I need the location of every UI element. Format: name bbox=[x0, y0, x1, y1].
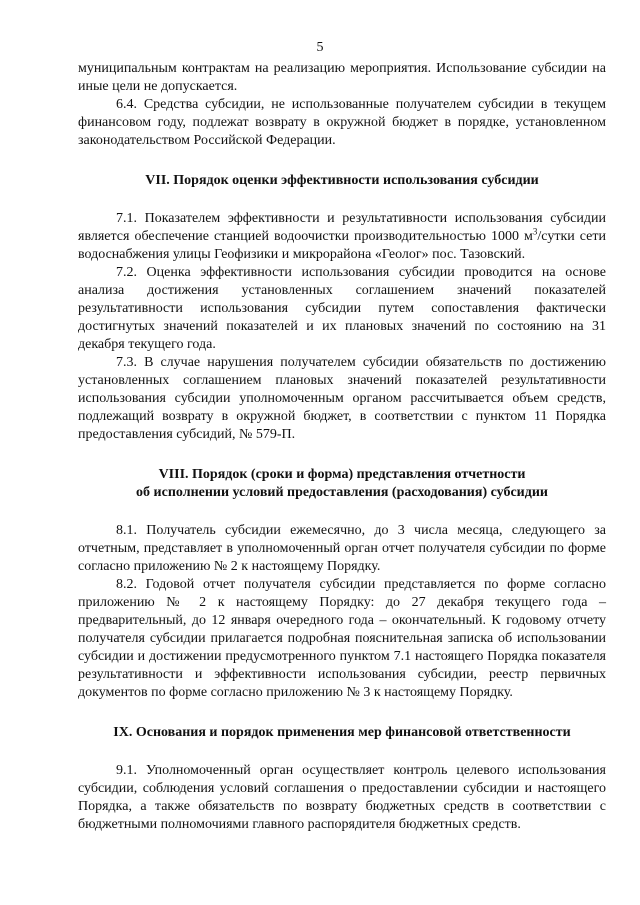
paragraph-8-1: 8.1. Получатель субсидии ежемесячно, до 3 числа месяца, следующего за отчетным, представляет в уполномоченный орган отчет получателя субсидии по форме согласно приложению № 2 к настоящему Порядку. bbox=[78, 523, 606, 574]
paragraph-7-3: 7.3. В случае нарушения получателем субсидии обязательств по достижению установленных соглашением плановых значений показателей результативности использования субсидии уполномоченным органом рассчитывается объем средств, подлежащий возврату в окружной бюджет, в соответствии с пунктом 11 Порядка предоставления субсидий, № 579-П. bbox=[78, 355, 606, 442]
paragraph-7-1-text-start: 7.1. Показателем эффективности и результативности использования субсидии является обеспечение станцией водоочистки производительностью 1000 м bbox=[78, 211, 606, 244]
paragraph-9-1: 9.1. Уполномоченный орган осуществляет контроль целевого использования субсидии, соблюдения условий соглашения о предоставлении субсидии и настоящего Порядка, а также обязательств по возврату бюджетных средств в соответствии с бюджетными полномочиями главного распорядителя бюджетных средств. bbox=[78, 763, 606, 832]
section-heading-8-line-1: VIII. Порядок (сроки и форма) представления отчетности bbox=[158, 467, 526, 482]
paragraph-8-2: 8.2. Годовой отчет получателя субсидии представляется по форме согласно приложению № 2 к настоящему Порядку: до 27 декабря текущего года – предварительный, до 12 января очередного года – окончательный. К годовому отчету получателя субсидии прилагается подробная пояснительная записка об использовании субсидии и достижении предусмотренного пунктом 7.1 настоящего Порядка показателя результативности и эффективности использования субсидии, реестр первичных документов по форме согласно приложению № 3 к настоящему Порядку. bbox=[78, 577, 606, 700]
page-number: 5 bbox=[316, 40, 324, 55]
paragraph-7-2: 7.2. Оценка эффективности использования субсидии проводится на основе анализа достижения установленных соглашением значений показателей результативности использования субсидии путем сопоставления фактически достигнутых значений показателей и их плановых значений по состоянию на 31 декабря текущего года. bbox=[78, 265, 606, 352]
section-heading-8 bbox=[78, 466, 606, 502]
section-heading-9: IX. Основания и порядок применения мер финансовой ответственности bbox=[113, 725, 571, 740]
cubic-superscript: 3 bbox=[532, 226, 538, 237]
section-heading-7: VII. Порядок оценки эффективности использования субсидии bbox=[145, 173, 539, 188]
paragraph-7-1-text-end: /сутки сети водоснабжения улицы Геофизики и микрорайона «Геолог» пос. Тазовский. bbox=[78, 229, 606, 262]
document-body bbox=[78, 60, 606, 834]
paragraph-continuation: муниципальным контрактам на реализацию мероприятия. Использование субсидии на иные цели не допускается. bbox=[78, 61, 606, 94]
section-heading-8-line-2: об исполнении условий предоставления (расходования) субсидии bbox=[136, 485, 548, 500]
paragraph-7-1 bbox=[78, 210, 606, 264]
paragraph-6-4: 6.4. Средства субсидии, не использованные получателем субсидии в текущем финансовом году, подлежат возврату в окружной бюджет в порядке, установленном законодательством Российской Федерации. bbox=[78, 97, 606, 148]
